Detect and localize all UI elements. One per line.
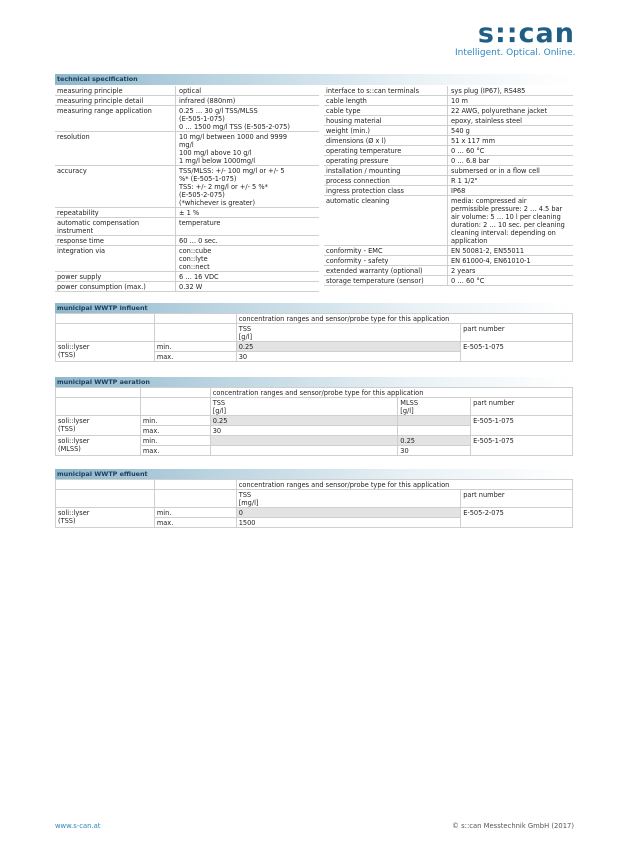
effluent-probe: soli::lyser (TSS) xyxy=(56,508,155,528)
spec-value-line: 1 mg/l below 1000mg/l xyxy=(179,157,256,165)
aeration-mlss-min-label: min. xyxy=(140,436,210,446)
spec-key: cable length xyxy=(324,96,448,105)
spec-row xyxy=(55,246,319,272)
spec-key: operating temperature xyxy=(324,146,448,155)
spec-value xyxy=(176,96,237,105)
spec-key: repeatability xyxy=(55,208,176,217)
section-title-technical-specification: technical specification xyxy=(55,74,573,85)
spec-value xyxy=(448,126,472,135)
spec-value-line: 0.25 … 30 g/l TSS/MLSS xyxy=(179,107,258,115)
spec-value-line: submersed or in a flow cell xyxy=(451,167,540,175)
spec-key: conformity - EMC xyxy=(324,246,448,255)
spec-table-right xyxy=(324,86,573,286)
spec-row xyxy=(324,276,573,286)
spec-value xyxy=(176,208,201,217)
spec-value-line: 60 … 0 sec. xyxy=(179,237,218,245)
spec-key: measuring range application xyxy=(55,106,176,131)
spec-value-line: media: compressed air xyxy=(451,197,527,205)
spec-row xyxy=(55,282,319,292)
spec-key: resolution xyxy=(55,132,176,165)
spec-row xyxy=(55,96,319,106)
influent-table xyxy=(55,313,573,362)
spec-value-line: 10 m xyxy=(451,97,468,105)
section-title-effluent: municipal WWTP effluent xyxy=(55,469,573,480)
spec-value xyxy=(176,106,292,131)
spec-value xyxy=(448,186,467,195)
spec-value-line: 2 years xyxy=(451,267,476,275)
spec-value xyxy=(448,246,526,255)
footer-website-link[interactable]: www.s-can.at xyxy=(55,822,101,830)
influent-param: TSS [g/l] xyxy=(236,324,460,342)
spec-row xyxy=(324,96,573,106)
spec-value-line: (E-505-2-075) xyxy=(179,191,225,199)
spec-value-line: %* (E-505-1-075) xyxy=(179,175,237,183)
spec-value-line: con::nect xyxy=(179,263,210,271)
spec-key: installation / mounting xyxy=(324,166,448,175)
spec-key: automatic cleaning xyxy=(324,196,448,245)
spec-value xyxy=(176,132,289,165)
spec-value-line: air volume: 5 … 10 l per cleaning xyxy=(451,213,561,221)
influent-min-label: min. xyxy=(154,342,236,352)
spec-row xyxy=(324,176,573,186)
aeration-table xyxy=(55,387,573,456)
spec-value-line: 100 mg/l above 10 g/l xyxy=(179,149,252,157)
aeration-tss-min-label: min. xyxy=(140,416,210,426)
aeration-tss-min-value: 0.25 xyxy=(210,416,398,426)
spec-value xyxy=(176,282,204,291)
influent-max-label: max. xyxy=(154,352,236,362)
spec-value xyxy=(176,236,220,245)
aeration-mlss-max-value: 30 xyxy=(398,446,471,456)
spec-row xyxy=(324,196,573,246)
spec-row xyxy=(324,166,573,176)
spec-value-line: infrared (880nm) xyxy=(179,97,236,105)
spec-key: weight (min.) xyxy=(324,126,448,135)
spec-key: response time xyxy=(55,236,176,245)
spec-value-line: mg/l xyxy=(179,141,194,149)
spec-value-line: (E-505-1-075) xyxy=(179,115,225,123)
spec-key: housing material xyxy=(324,116,448,125)
spec-value-line: con::cube xyxy=(179,247,212,255)
spec-key: accuracy xyxy=(55,166,176,207)
spec-key: cable type xyxy=(324,106,448,115)
scan-logo xyxy=(455,20,575,58)
spec-value-line: TSS: +/- 2 mg/l or +/- 5 %* xyxy=(179,183,268,191)
influent-max-value: 30 xyxy=(236,352,460,362)
spec-value xyxy=(448,106,549,115)
spec-value xyxy=(176,272,221,281)
spec-row xyxy=(55,86,319,96)
spec-value xyxy=(448,116,524,125)
footer-copyright: © s::can Messtechnik GmbH (2017) xyxy=(452,822,574,830)
spec-value-line: 51 x 117 mm xyxy=(451,137,496,145)
spec-value-line: R 1 1/2" xyxy=(451,177,478,185)
spec-value xyxy=(448,156,492,165)
spec-row xyxy=(55,208,319,218)
spec-value xyxy=(448,96,470,105)
logo-tagline: Intelligent. Optical. Online. xyxy=(455,48,576,58)
aeration-probe-tss: soli::lyser (TSS) xyxy=(56,416,141,436)
spec-row xyxy=(324,246,573,256)
spec-row xyxy=(324,256,573,266)
spec-value-line: 0.32 W xyxy=(179,283,203,291)
spec-value-line: 22 AWG, polyurethane jacket xyxy=(451,107,548,115)
spec-row xyxy=(55,236,319,246)
spec-value-line: optical xyxy=(179,87,202,95)
spec-key: automatic compensation instrument xyxy=(55,218,176,235)
effluent-max-label: max. xyxy=(154,518,236,528)
effluent-part-number: E-505-2-075 xyxy=(461,508,573,528)
aeration-probe-mlss: soli::lyser (MLSS) xyxy=(56,436,141,456)
spec-key: extended warranty (optional) xyxy=(324,266,448,275)
spec-value-line: ± 1 % xyxy=(179,209,200,217)
spec-key: storage temperature (sensor) xyxy=(324,276,448,285)
spec-row xyxy=(55,218,319,236)
influent-part-label: part number xyxy=(461,324,573,342)
spec-row xyxy=(55,132,319,166)
spec-row xyxy=(324,106,573,116)
spec-value-line: epoxy, stainless steel xyxy=(451,117,522,125)
spec-row xyxy=(324,146,573,156)
influent-part-number: E-505-1-075 xyxy=(461,342,573,362)
spec-value xyxy=(448,266,477,275)
spec-table-left xyxy=(55,86,319,292)
section-title-influent: municipal WWTP influent xyxy=(55,303,573,314)
spec-value xyxy=(176,166,287,207)
logo-wordmark: s::can xyxy=(477,18,575,49)
spec-value-line: con::lyte xyxy=(179,255,208,263)
spec-row xyxy=(324,126,573,136)
spec-key: measuring principle xyxy=(55,86,176,95)
spec-value xyxy=(448,256,533,265)
spec-value-line: permissible pressure: 2 … 4.5 bar xyxy=(451,205,563,213)
effluent-header: concentration ranges and sensor/probe type for this application xyxy=(236,480,572,490)
aeration-param-mlss: MLSS [g/l] xyxy=(398,398,471,416)
spec-key: ingress protection class xyxy=(324,186,448,195)
spec-value xyxy=(176,86,203,95)
spec-key: integration via xyxy=(55,246,176,271)
spec-row xyxy=(324,186,573,196)
spec-key: dimensions (Ø x l) xyxy=(324,136,448,145)
effluent-max-value: 1500 xyxy=(236,518,461,528)
spec-value-line: 0 … 60 °C xyxy=(451,147,485,155)
spec-value xyxy=(448,136,497,145)
spec-value xyxy=(448,146,486,155)
spec-value-line: 6 … 16 VDC xyxy=(179,273,219,281)
spec-key: interface to s::can terminals xyxy=(324,86,448,95)
spec-row xyxy=(55,166,319,208)
spec-row xyxy=(55,272,319,282)
spec-value xyxy=(448,276,486,285)
spec-value-line: (*whichever is greater) xyxy=(179,199,256,207)
spec-row xyxy=(324,156,573,166)
influent-min-value: 0.25 xyxy=(236,342,460,352)
influent-header: concentration ranges and sensor/probe type for this application xyxy=(236,314,572,324)
aeration-mlss-max-label: max. xyxy=(140,446,210,456)
effluent-min-value: 0 xyxy=(236,508,461,518)
aeration-param-tss: TSS [g/l] xyxy=(210,398,398,416)
spec-value-line: 0 … 6.8 bar xyxy=(451,157,490,165)
spec-value-line: EN 61000-4, EN61010-1 xyxy=(451,257,531,265)
spec-key: operating pressure xyxy=(324,156,448,165)
spec-value-line: sys plug (IP67), RS485 xyxy=(451,87,526,95)
effluent-part-label: part number xyxy=(461,490,573,508)
spec-value-line: TSS/MLSS: +/- 100 mg/l or +/- 5 xyxy=(179,167,285,175)
spec-row xyxy=(324,86,573,96)
aeration-tss-max-label: max. xyxy=(140,426,210,436)
aeration-tss-max-value: 30 xyxy=(210,426,398,436)
spec-value xyxy=(448,176,480,185)
spec-key: measuring principle detail xyxy=(55,96,176,105)
spec-value-line: temperature xyxy=(179,219,221,227)
influent-probe: soli::lyser (TSS) xyxy=(56,342,155,362)
spec-row xyxy=(324,136,573,146)
aeration-mlss-min-value: 0.25 xyxy=(398,436,471,446)
spec-key: process connection xyxy=(324,176,448,185)
spec-value-line: application xyxy=(451,237,488,245)
spec-value-line: 540 g xyxy=(451,127,470,135)
spec-value-line: duration: 2 … 10 sec. per cleaning xyxy=(451,221,565,229)
spec-value-line: cleaning interval: depending on xyxy=(451,229,556,237)
spec-value-line: 0 … 1500 mg/l TSS (E-505-2-075) xyxy=(179,123,290,131)
spec-key: power consumption (max.) xyxy=(55,282,176,291)
spec-value-line: 10 mg/l between 1000 and 9999 xyxy=(179,133,288,141)
effluent-param: TSS [mg/l] xyxy=(236,490,461,508)
spec-value xyxy=(448,166,542,175)
effluent-table xyxy=(55,479,573,528)
spec-row xyxy=(324,116,573,126)
aeration-part-label: part number xyxy=(471,398,573,416)
spec-value-line: EN 50081-2, EN55011 xyxy=(451,247,525,255)
spec-value xyxy=(448,196,567,245)
spec-value xyxy=(176,218,222,235)
spec-key: power supply xyxy=(55,272,176,281)
spec-value xyxy=(176,246,213,271)
aeration-mlss-part-number: E-505-1-075 xyxy=(471,436,573,456)
section-title-aeration: municipal WWTP aeration xyxy=(55,377,573,388)
spec-row xyxy=(55,106,319,132)
spec-key: conformity - safety xyxy=(324,256,448,265)
spec-row xyxy=(324,266,573,276)
spec-value-line: 0 … 60 °C xyxy=(451,277,485,285)
effluent-min-label: min. xyxy=(154,508,236,518)
spec-value xyxy=(448,86,527,95)
aeration-header: concentration ranges and sensor/probe type for this application xyxy=(210,388,572,398)
spec-value-line: IP68 xyxy=(451,187,466,195)
aeration-tss-part-number: E-505-1-075 xyxy=(471,416,573,436)
